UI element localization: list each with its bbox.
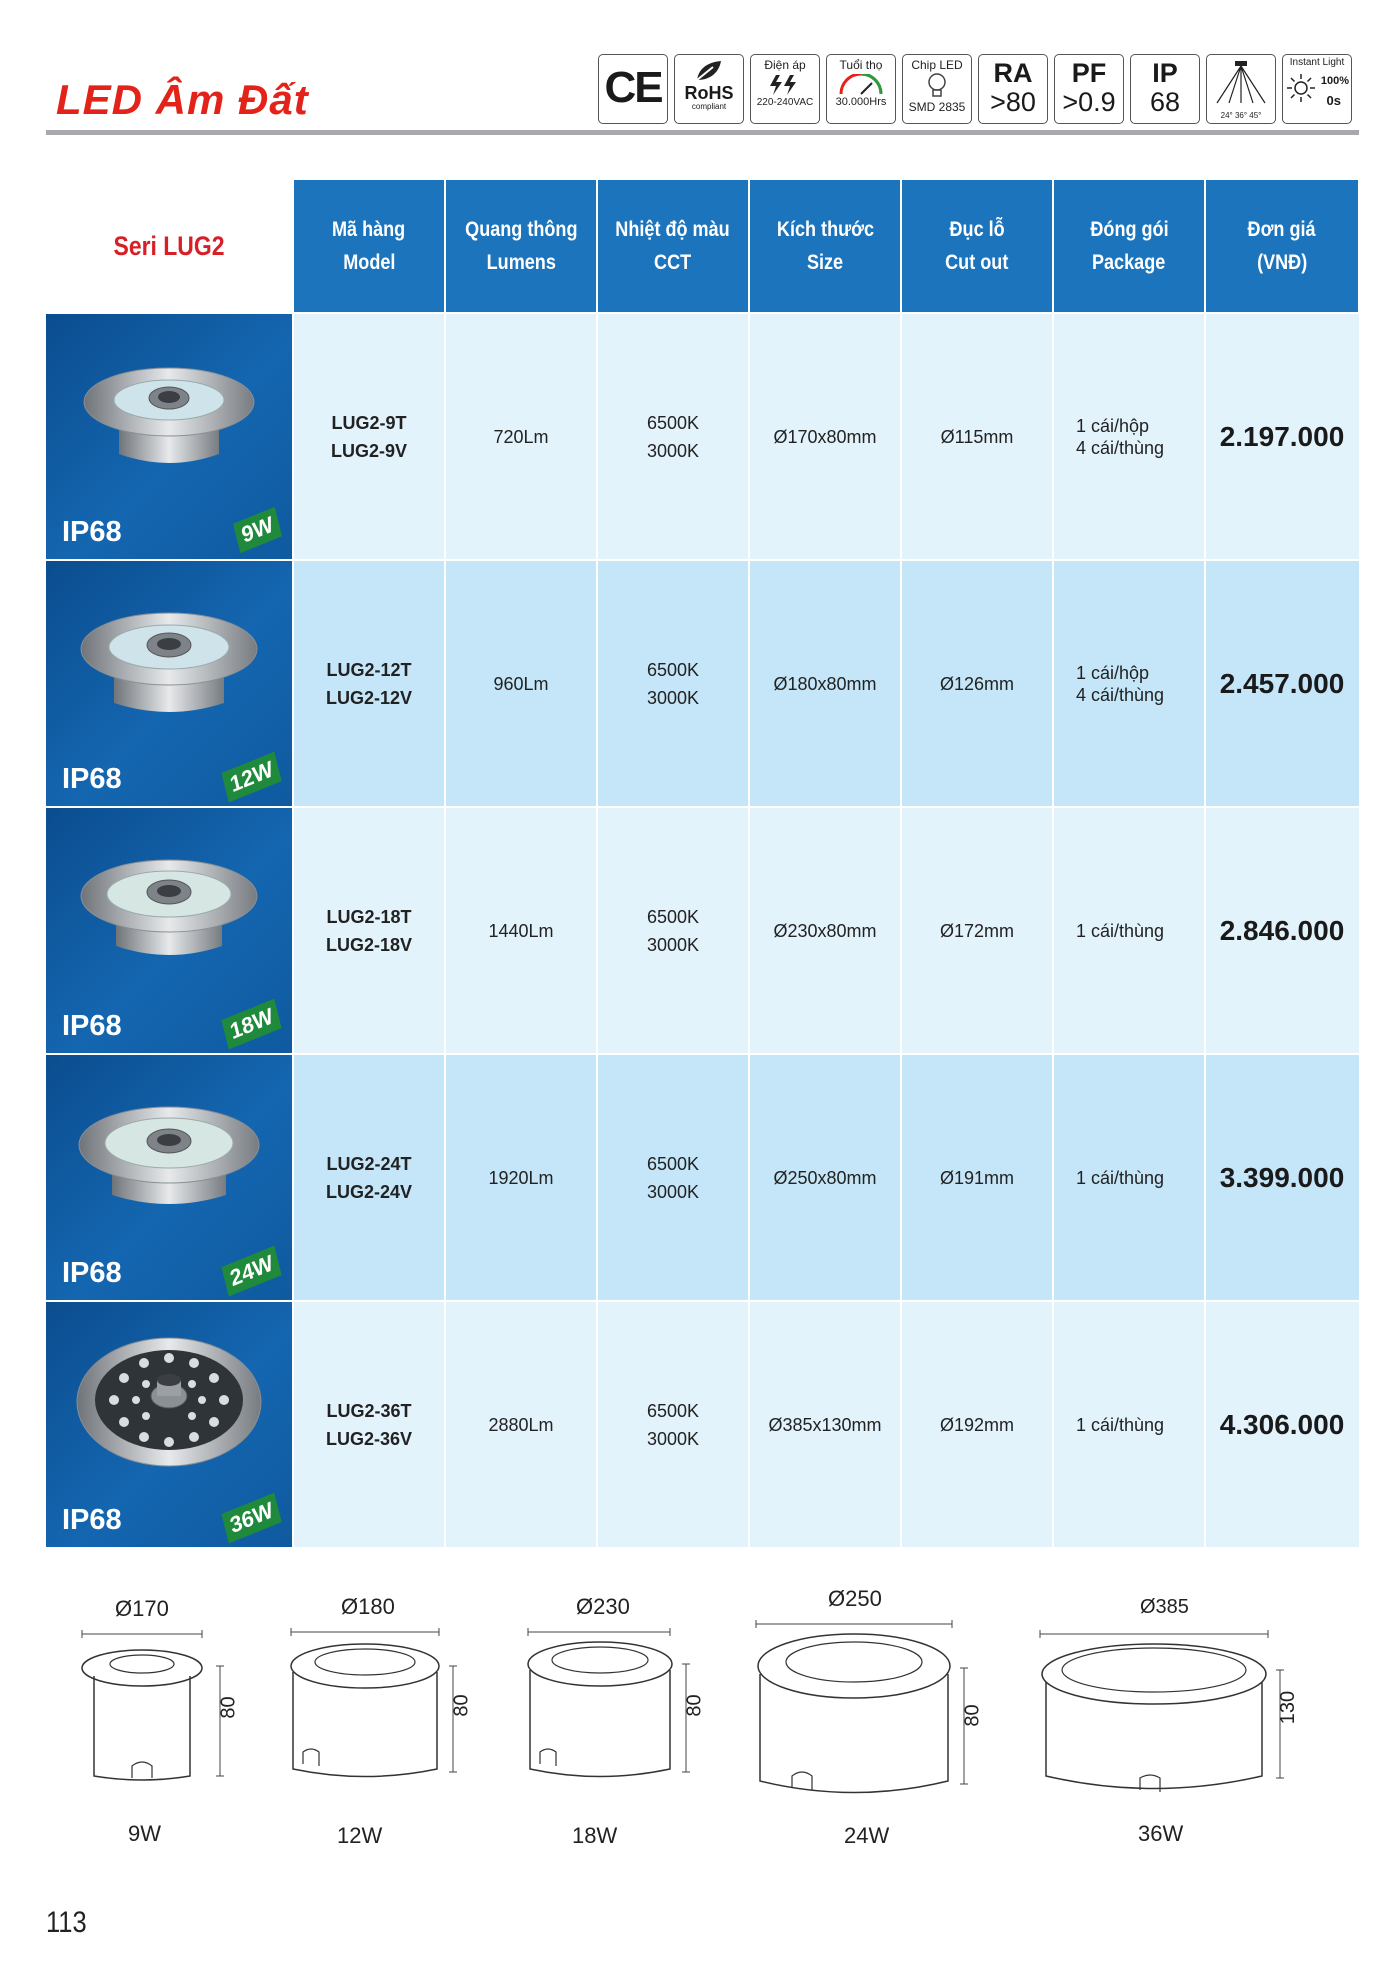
cell-price: 3.399.000 [1219,1161,1345,1193]
header-package: Đóng gói Package [1054,180,1206,312]
cell-price: 2.846.000 [1219,914,1345,946]
header-divider [46,130,1359,135]
header-price: Đơn giá (VNĐ) [1206,180,1358,312]
voltage-badge: Điện áp 220-240VAC [750,54,820,124]
fixture-outline [285,1624,495,1814]
gauge-icon [836,74,886,96]
cell-cutout: Ø191mm [902,1055,1054,1300]
cell-package: 1 cái/hộp 4 cái/thùng [1054,561,1206,806]
dimension-drawing: Ø230 80 18W [520,1594,730,1856]
cell-cct: 6500K 3000K [598,808,750,1053]
table-header [294,180,1359,312]
beam-angle-badge: 24° 36° 45° [1206,54,1276,124]
cell-model: LUG2-24T LUG2-24V [294,1055,446,1300]
fixture-outline [752,1616,982,1816]
cell-size: Ø385x130mm [750,1302,902,1547]
instant-light-badge: Instant Light 100% 0s [1282,54,1352,124]
dimension-drawing: Ø250 80 24W [752,1586,982,1856]
cell-size: Ø250x80mm [750,1055,902,1300]
header-model: Mã hàng Model [294,180,446,312]
dimension-drawing: Ø385 130 36W [1036,1596,1306,1856]
header-size: Kích thước Size [750,180,902,312]
cell-package: 1 cái/thùng [1054,1055,1206,1300]
cell-cutout: Ø192mm [902,1302,1054,1547]
cell-package: 1 cái/thùng [1054,808,1206,1053]
wattage-badge: 9W [233,507,282,553]
bulb-icon [926,72,948,100]
ra-badge: RA >80 [978,54,1048,124]
dimension-drawing: Ø180 80 12W [285,1594,495,1856]
beam-angle-icon [1211,59,1271,107]
cell-model: LUG2-36T LUG2-36V [294,1302,446,1547]
pf-badge: PF >0.9 [1054,54,1124,124]
product-image-cell [46,314,292,559]
cell-lumens: 960Lm [446,561,598,806]
product-photo [74,1330,264,1490]
product-photo [74,589,264,739]
cell-cct: 6500K 3000K [598,314,750,559]
cell-cutout: Ø172mm [902,808,1054,1053]
header-cutout: Đục lỗ Cut out [902,180,1054,312]
table-row [46,1302,1359,1547]
cell-model: LUG2-18T LUG2-18V [294,808,446,1053]
cell-size: Ø230x80mm [750,808,902,1053]
ip-rating: IP68 [62,1504,122,1536]
cell-price: 4.306.000 [1219,1408,1345,1440]
wattage-badge: 24W [221,1246,281,1297]
product-image-cell [46,1302,292,1547]
rohs-badge: RoHS compliant [674,54,744,124]
cell-lumens: 1440Lm [446,808,598,1053]
page-title: LED Âm Đất [56,76,309,123]
lightning-icon [768,73,802,97]
cell-price: 2.457.000 [1219,667,1345,699]
chip-led-badge: Chip LED SMD 2835 [902,54,972,124]
ip-rating: IP68 [62,763,122,795]
dimension-drawing: Ø170 80 9W [70,1596,260,1856]
product-photo [74,1083,264,1233]
cell-lumens: 1920Lm [446,1055,598,1300]
ip-rating: IP68 [62,1257,122,1289]
page-number: 113 [46,1906,87,1939]
fixture-outline [520,1624,730,1814]
table-row [46,1055,1359,1300]
cell-cct: 6500K 3000K [598,561,750,806]
cell-price: 2.197.000 [1219,420,1345,452]
cell-cutout: Ø126mm [902,561,1054,806]
fixture-outline [1036,1626,1306,1816]
product-photo [74,342,264,492]
cell-cct: 6500K 3000K [598,1055,750,1300]
product-image-cell [46,1055,292,1300]
header-cct: Nhiệt độ màu CCT [598,180,750,312]
cell-cct: 6500K 3000K [598,1302,750,1547]
cell-model: LUG2-9T LUG2-9V [294,314,446,559]
product-image-cell [46,561,292,806]
product-image-cell [46,808,292,1053]
sun-icon [1286,73,1316,103]
cell-lumens: 720Lm [446,314,598,559]
cell-lumens: 2880Lm [446,1302,598,1547]
wattage-badge: 36W [221,1493,281,1544]
ce-badge: CE [598,54,668,124]
leaf-icon [693,58,725,84]
fixture-outline [70,1626,260,1816]
cell-size: Ø170x80mm [750,314,902,559]
table-row [46,808,1359,1053]
table-row [46,314,1359,559]
cell-package: 1 cái/thùng [1054,1302,1206,1547]
cell-size: Ø180x80mm [750,561,902,806]
cell-package: 1 cái/hộp 4 cái/thùng [1054,314,1206,559]
lifetime-badge: Tuổi thọ 30.000Hrs [826,54,896,124]
ip-rating: IP68 [62,516,122,548]
wattage-badge: 18W [221,999,281,1050]
cell-cutout: Ø115mm [902,314,1054,559]
cell-model: LUG2-12T LUG2-12V [294,561,446,806]
series-label: Seri LUG2 [113,230,225,261]
ip-rating: IP68 [62,1010,122,1042]
product-photo [74,836,264,986]
ip-badge: IP 68 [1130,54,1200,124]
table-row [46,561,1359,806]
wattage-badge: 12W [221,752,281,803]
header-lumens: Quang thông Lumens [446,180,598,312]
